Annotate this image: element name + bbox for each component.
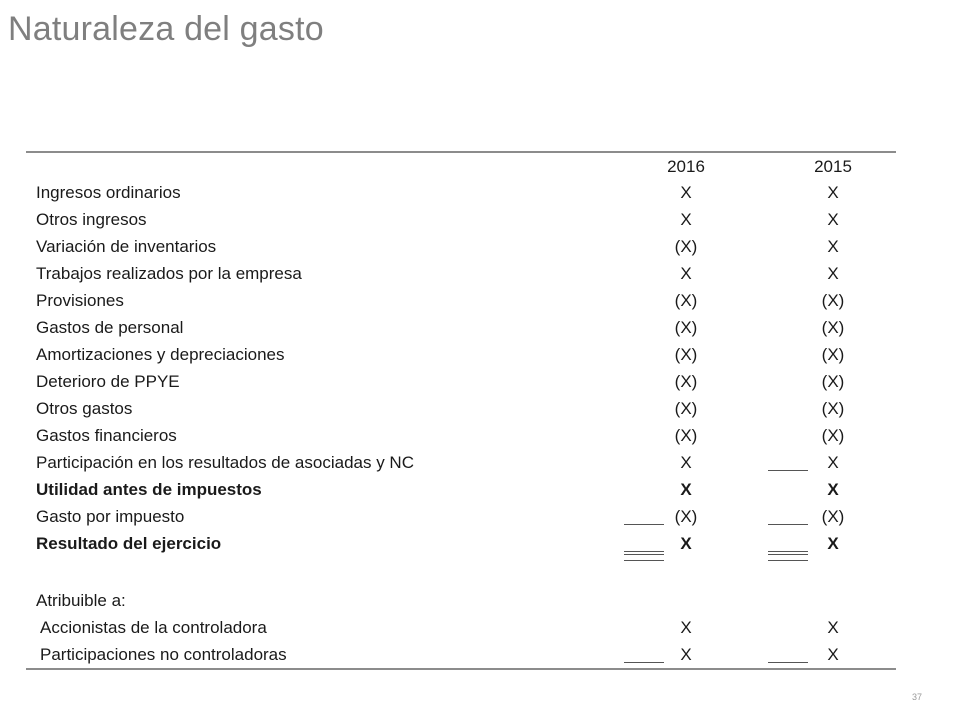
value-2016: (X)	[674, 291, 698, 310]
value-2015: X	[827, 183, 839, 202]
row-label: Ingresos ordinarios	[36, 183, 181, 202]
row-label: Gastos de personal	[36, 318, 184, 337]
year-header-row	[26, 153, 896, 179]
table-row	[26, 233, 896, 260]
row-label: Deterioro de PPYE	[36, 372, 180, 391]
value-2016: X	[680, 183, 692, 202]
table-row	[26, 314, 896, 341]
total-double-rule	[768, 560, 808, 561]
table-row	[26, 368, 896, 395]
attributable-heading-row	[26, 587, 896, 614]
row-label: Provisiones	[36, 291, 124, 310]
value-2016: (X)	[674, 426, 698, 445]
value-2016: X	[680, 534, 692, 553]
value-2016: (X)	[674, 318, 698, 337]
value-2016: X	[680, 645, 692, 664]
table-row-total	[26, 530, 896, 557]
value-2016: X	[680, 453, 692, 472]
value-2015: X	[827, 264, 839, 283]
table-row	[26, 449, 896, 476]
value-2016: (X)	[674, 237, 698, 256]
income-statement-table	[26, 151, 896, 670]
table-row-subtotal	[26, 476, 896, 503]
attributable-heading: Atribuible a:	[36, 591, 126, 610]
value-2016: (X)	[674, 372, 698, 391]
row-label: Utilidad antes de impuestos	[36, 480, 262, 499]
value-2016: (X)	[674, 345, 698, 364]
value-2016: X	[680, 210, 692, 229]
table-row	[26, 179, 896, 206]
table-row	[26, 641, 896, 668]
value-2015: (X)	[821, 399, 845, 418]
total-double-rule	[624, 560, 664, 561]
row-label: Otros gastos	[36, 399, 133, 418]
row-label: Participaciones no controladoras	[40, 645, 287, 664]
row-label: Amortizaciones y depreciaciones	[36, 345, 285, 364]
year-header-2016: 2016	[667, 157, 705, 176]
table-row	[26, 422, 896, 449]
value-2015: (X)	[821, 507, 845, 526]
row-label: Variación de inventarios	[36, 237, 217, 256]
value-2016: X	[680, 618, 692, 637]
table-row	[26, 395, 896, 422]
row-label: Gasto por impuesto	[36, 507, 185, 526]
year-header-2015: 2015	[814, 157, 852, 176]
table-row	[26, 287, 896, 314]
slide-title: Naturaleza del gasto	[8, 10, 324, 48]
value-2015: (X)	[821, 291, 845, 310]
page-number: 37	[911, 692, 922, 702]
value-2015: X	[827, 480, 839, 499]
value-2016: X	[680, 480, 692, 499]
value-2015: (X)	[821, 318, 845, 337]
value-2015: X	[827, 534, 839, 553]
table-row	[26, 503, 896, 530]
value-2016: (X)	[674, 399, 698, 418]
table-row	[26, 614, 896, 641]
value-2015: (X)	[821, 372, 845, 391]
table-row	[26, 260, 896, 287]
value-2015: X	[827, 645, 839, 664]
value-2015: X	[827, 618, 839, 637]
value-2015: (X)	[821, 345, 845, 364]
value-2016: (X)	[674, 507, 698, 526]
table-row	[26, 206, 896, 233]
row-label: Trabajos realizados por la empresa	[36, 264, 302, 283]
row-label: Participación en los resultados de asociadas y NC	[36, 453, 414, 472]
row-label: Otros ingresos	[36, 210, 147, 229]
value-2015: (X)	[821, 426, 845, 445]
value-2015: X	[827, 453, 839, 472]
row-label: Accionistas de la controladora	[40, 618, 267, 637]
table-row	[26, 341, 896, 368]
value-2016: X	[680, 264, 692, 283]
value-2015: X	[827, 210, 839, 229]
value-2015: X	[827, 237, 839, 256]
spacer-row	[26, 557, 896, 587]
row-label: Gastos financieros	[36, 426, 177, 445]
row-label: Resultado del ejercicio	[36, 534, 222, 553]
